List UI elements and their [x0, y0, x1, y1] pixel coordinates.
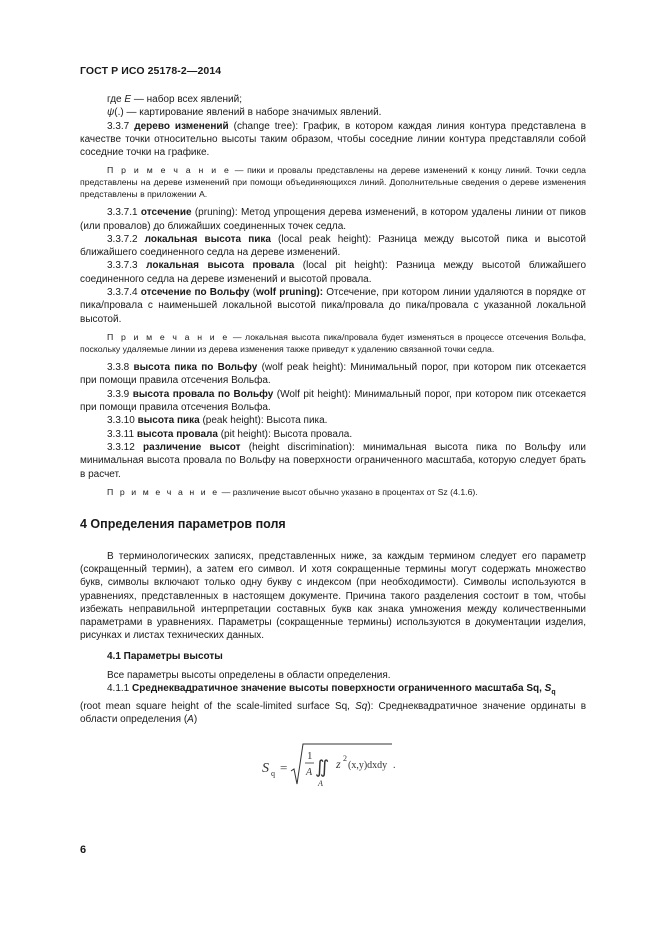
psi-line: ψ(.) — картирование явлений в наборе значимых явлений.: [107, 107, 382, 119]
definition-3-3-8: 3.3.8 высота пика по Вольфу (wolf peak height): Минимальный порог, при котором пик отсекается при помощи правила отсечения Вольфа.: [80, 362, 586, 387]
page-header: ГОСТ Р ИСО 25178-2—2014: [80, 65, 222, 77]
section-4-1-heading: 4.1 Параметры высоты: [107, 650, 223, 662]
section-4-heading: 4 Определения параметров поля: [80, 517, 286, 532]
term-peak-height: высота пика: [137, 415, 200, 427]
section-4-1-text: Все параметры высоты определены в области определения.: [107, 670, 391, 682]
definition-3-3-7: 3.3.7 дерево изменений (change tree): График, в котором каждая линия контура представлена в качестве точки относительно высоты таким образом, чтобы соседние линии контура представляли собой соседние точки на графике.: [80, 120, 587, 159]
definition-3-3-12: 3.3.12 различение высот (height discrimination): минимальная высота пика по Вольфу или минимальная высота провала по Вольфу на поверхности ограниченного масштаба, которую следует брать в расчет.: [80, 441, 586, 480]
definition-3-3-10: 3.3.10 высота пика (peak height): Высота пика.: [107, 415, 328, 427]
page-number: 6: [80, 844, 87, 856]
page-content: [80, 93, 586, 798]
formula-numerator: 1: [307, 750, 313, 763]
term-wolf-pit-height: высота провала по Вольфу: [132, 388, 274, 400]
formula-lhs-sub: q: [271, 769, 275, 779]
note-label: П р и м е ч а н и е: [107, 165, 231, 176]
term-height-discrimination: различение высот: [143, 441, 241, 453]
formula-domain: A: [318, 779, 323, 789]
definition-4-1-1: 4.1.1 Среднеквадратичное значение высоты поверхности ограниченного масштаба Sq, $S_q$ (root mean square height of the scale-limited surface Sq, Sq): Среднеквадратичное значение ординаты в области определения (A): [80, 683, 587, 725]
note-3: П р и м е ч а н и е — различение высот обычно указано в процентах от Sz (4.1.6).: [107, 486, 478, 497]
term-sq: Среднеквадратичное значение высоты поверхности ограниченного масштаба Sq,: [132, 683, 545, 695]
section-4-intro: В терминологических записях, представленных ниже, за каждым термином следует его параметр (сокращенный термин), а затем его символ. И хотя сокращенные термины могут содержать множество букв, символы включают только одну букву с индексом (при необходимости). Символы используются в уравнениях, представленных в настоящем документе. Причина такого разделения состоит в том, чтобы избежать неправильной интерпретации составных букв как знака умножения между количественными параметрами в уравнениях. Параметры (сокращенные термины) используются в документации изделия, рисунках и листах технических данных.: [80, 550, 586, 642]
formula-args: (x,y)dxdy: [348, 760, 388, 772]
formula-svg: [260, 738, 420, 798]
formula-dot: .: [393, 760, 396, 772]
where-line: где E — набор всех явлений;: [107, 94, 243, 105]
definition-3-3-9: 3.3.9 высота провала по Вольфу (Wolf pit height): Минимальный порог, при котором пик отсекается при помощи правила отсечения Вольфа.: [80, 388, 586, 414]
definition-3-3-7-1: 3.3.7.1 отсечение (pruning): Метод упрощения дерева изменений, в котором удалены линии от пиков (или провалов) до ближайших соединенных точек седла.: [80, 207, 587, 232]
definition-3-3-7-4: 3.3.7.4 отсечение по Вольфу (wolf pruning): Отсечение, при котором линии удаляются в порядке от пика/провала с наименьшей локальной высотой пика/провала до пика/провала с указанной локальной высотой.: [80, 287, 586, 325]
formula-lhs: S: [262, 761, 269, 777]
definition-3-3-7-2: 3.3.7.2 локальная высота пика (local peak height): Разница между высотой пика и высотой ближайшего соединенного седла на дереве изменений.: [80, 233, 586, 259]
note-2: П р и м е ч а н и е — локальная высота пика/провала будет изменяться в процессе отсечения Вольфа, поскольку удаляемые линии из дерева изменения также приведут к удалению связанной точки седла.: [80, 331, 586, 354]
term-pit-height: высота провала: [136, 428, 218, 440]
term-wolf-peak-height: высота пика по Вольфу: [133, 362, 258, 374]
formula-integrand: z: [336, 757, 341, 772]
term-local-peak-height: локальная высота пика: [144, 233, 271, 245]
double-integral: ∬: [315, 757, 330, 778]
note-label: П р и м е ч а н и е: [107, 486, 220, 497]
formula-power: 2: [343, 754, 347, 764]
note-label: П р и м е ч а н и е: [107, 331, 230, 342]
note-1: П р и м е ч а н и е — пики и провалы представлены на дереве изменений к концу линий. Точки седла представлены на дереве изменений при помощи объединяющихся линий. Дополнительные сведения о дереве изменения представлены в приложении А.: [80, 165, 586, 199]
term-change-tree: дерево изменений: [134, 120, 229, 132]
formula-eq: =: [280, 760, 288, 776]
term-wolf-pruning: отсечение по Вольфу: [140, 287, 250, 299]
definition-3-3-7-3: 3.3.7.3 локальная высота провала (local pit height): Разница между высотой ближайшего соединенного седла на дереве изменений и высотой провала.: [80, 260, 587, 285]
formula-sq: [80, 738, 586, 798]
term-local-pit-height: локальная высота провала: [146, 260, 295, 272]
definition-3-3-11: 3.3.11 высота провала (pit height): Высота провала.: [107, 428, 353, 440]
formula-denominator: A: [306, 767, 313, 779]
term-pruning: отсечение: [140, 207, 192, 219]
